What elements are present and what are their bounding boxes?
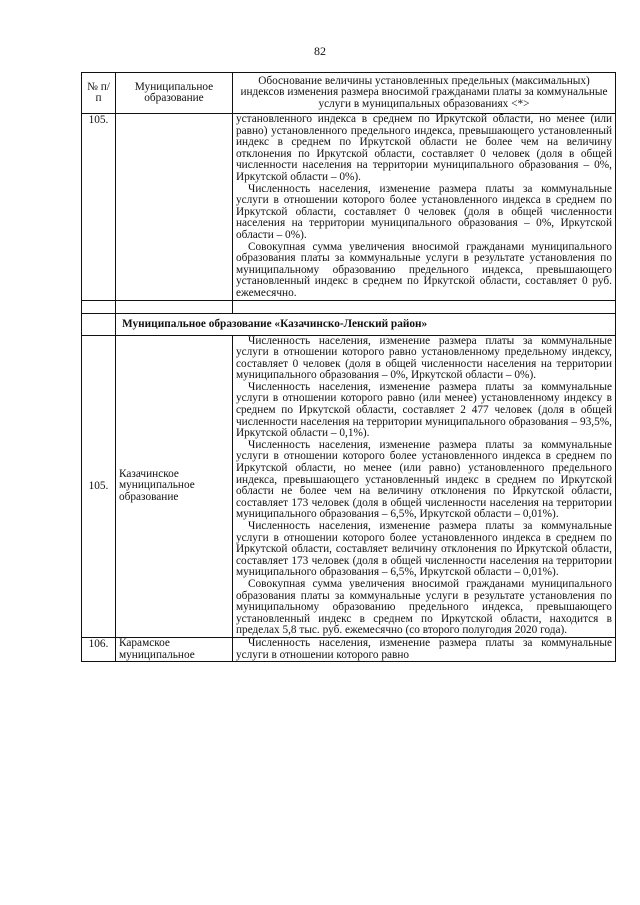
row-number: 105. (82, 114, 116, 301)
empty-cell (82, 313, 116, 335)
row-number: 105. (82, 335, 116, 637)
section-row (82, 313, 616, 335)
page-number: 82 (314, 44, 326, 58)
table-row (82, 114, 616, 301)
row-municipality: Карамское муниципальное (116, 637, 233, 661)
document-table (81, 72, 616, 662)
paragraph: Численность населения, изменение размера платы за коммунальные услуги в отношении которого равно (или менее) установленному индексу в среднем по Иркутской области, составляет 2 477 человек (доля в общей численности населения на территории муниципального образования – 93,5%, Иркутской области – 0,1%). (236, 380, 612, 440)
paragraph: Численность населения, изменение размера платы за коммунальные услуги в отношении которого более установленного индекса в среднем по Иркутской области, составляет 0 человек (доля в общей численности населения на территории муниципального образования – 0%, Иркутской области – 0%). (236, 182, 612, 241)
paragraph: Численность населения, изменение размера платы за коммунальные услуги в отношении которого равно (236, 636, 612, 661)
header-municipality: Муниципальное образование (116, 73, 233, 114)
row-number: 106. (82, 637, 116, 661)
row-justification (233, 114, 616, 301)
empty-cell (116, 300, 233, 313)
paragraph: Численность населения, изменение размера платы за коммунальные услуги в отношении которого более установленного индекса в среднем по Иркутской области, составляет величину отклонения по Иркутской области, составляет 173 человек (доля в общей численности населения на территории муниципального образования – 6,5%, Иркутской области – 0,01%). (236, 520, 612, 579)
row-justification (233, 335, 616, 637)
empty-cell (82, 300, 116, 313)
header-number: № п/п (82, 73, 116, 114)
paragraph: Совокупная сумма увеличения вносимой гражданами муниципального образования платы за коммунальные услуги в результате установления по муниципальному образованию предельного индекса, превышающего установленный индекс в среднем по Иркутской области, составляет 0 руб. ежемесячно. (236, 240, 612, 299)
paragraph: Численность населения, изменение размера платы за коммунальные услуги в отношении которого равно установленному предельному индексу, составляет 0 человек (доля в общей численности населения на территории муниципального образования – 0%, Иркутской области – 0%). (236, 334, 612, 382)
table-row (82, 637, 616, 661)
table-header-row (82, 73, 616, 114)
row-municipality: Казачинское муниципальное образование (116, 335, 233, 637)
header-justification: Обоснование величины установленных предельных (максимальных) индексов изменения размера вносимой гражданами платы за коммунальные услуги в муниципальных образованиях <*> (233, 73, 616, 114)
table-row-empty (82, 300, 616, 313)
table-row (82, 335, 616, 637)
section-title: Муниципальное образование «Казачинско-Ленский район» (116, 313, 616, 335)
paragraph: Численность населения, изменение размера платы за коммунальные услуги в отношении которого более установленного индекса в среднем по Иркутской области, но менее (или равно) установленного предельного индекса, превышающего установленный индекс в среднем по Иркутской области не более чем на величину отклонения по Иркутской области, составляет 173 человек (доля в общей численности населения на территории муниципального образования – 6,5%, Иркутской области – 0,01%). (236, 438, 612, 521)
paragraph: установленного индекса в среднем по Иркутской области, но менее (или равно) установленного предельного индекса, превышающего установленный индекс в среднем по Иркутской области не более чем на величину отклонения по Иркутской области, составляет 0 человек (доля в общей численности населения на территории муниципального образования – 0%, Иркутской области – 0%). (236, 113, 612, 183)
empty-cell (233, 300, 616, 313)
row-justification (233, 637, 616, 661)
row-municipality (116, 114, 233, 301)
paragraph: Совокупная сумма увеличения вносимой гражданами муниципального образования платы за коммунальные услуги в результате установления по муниципальному образованию предельного индекса, превышающего установленный индекс в среднем по Иркутской области, находится в пределах 5,8 тыс. руб. ежемесячно (со второго полугодия 2020 года). (236, 577, 612, 637)
